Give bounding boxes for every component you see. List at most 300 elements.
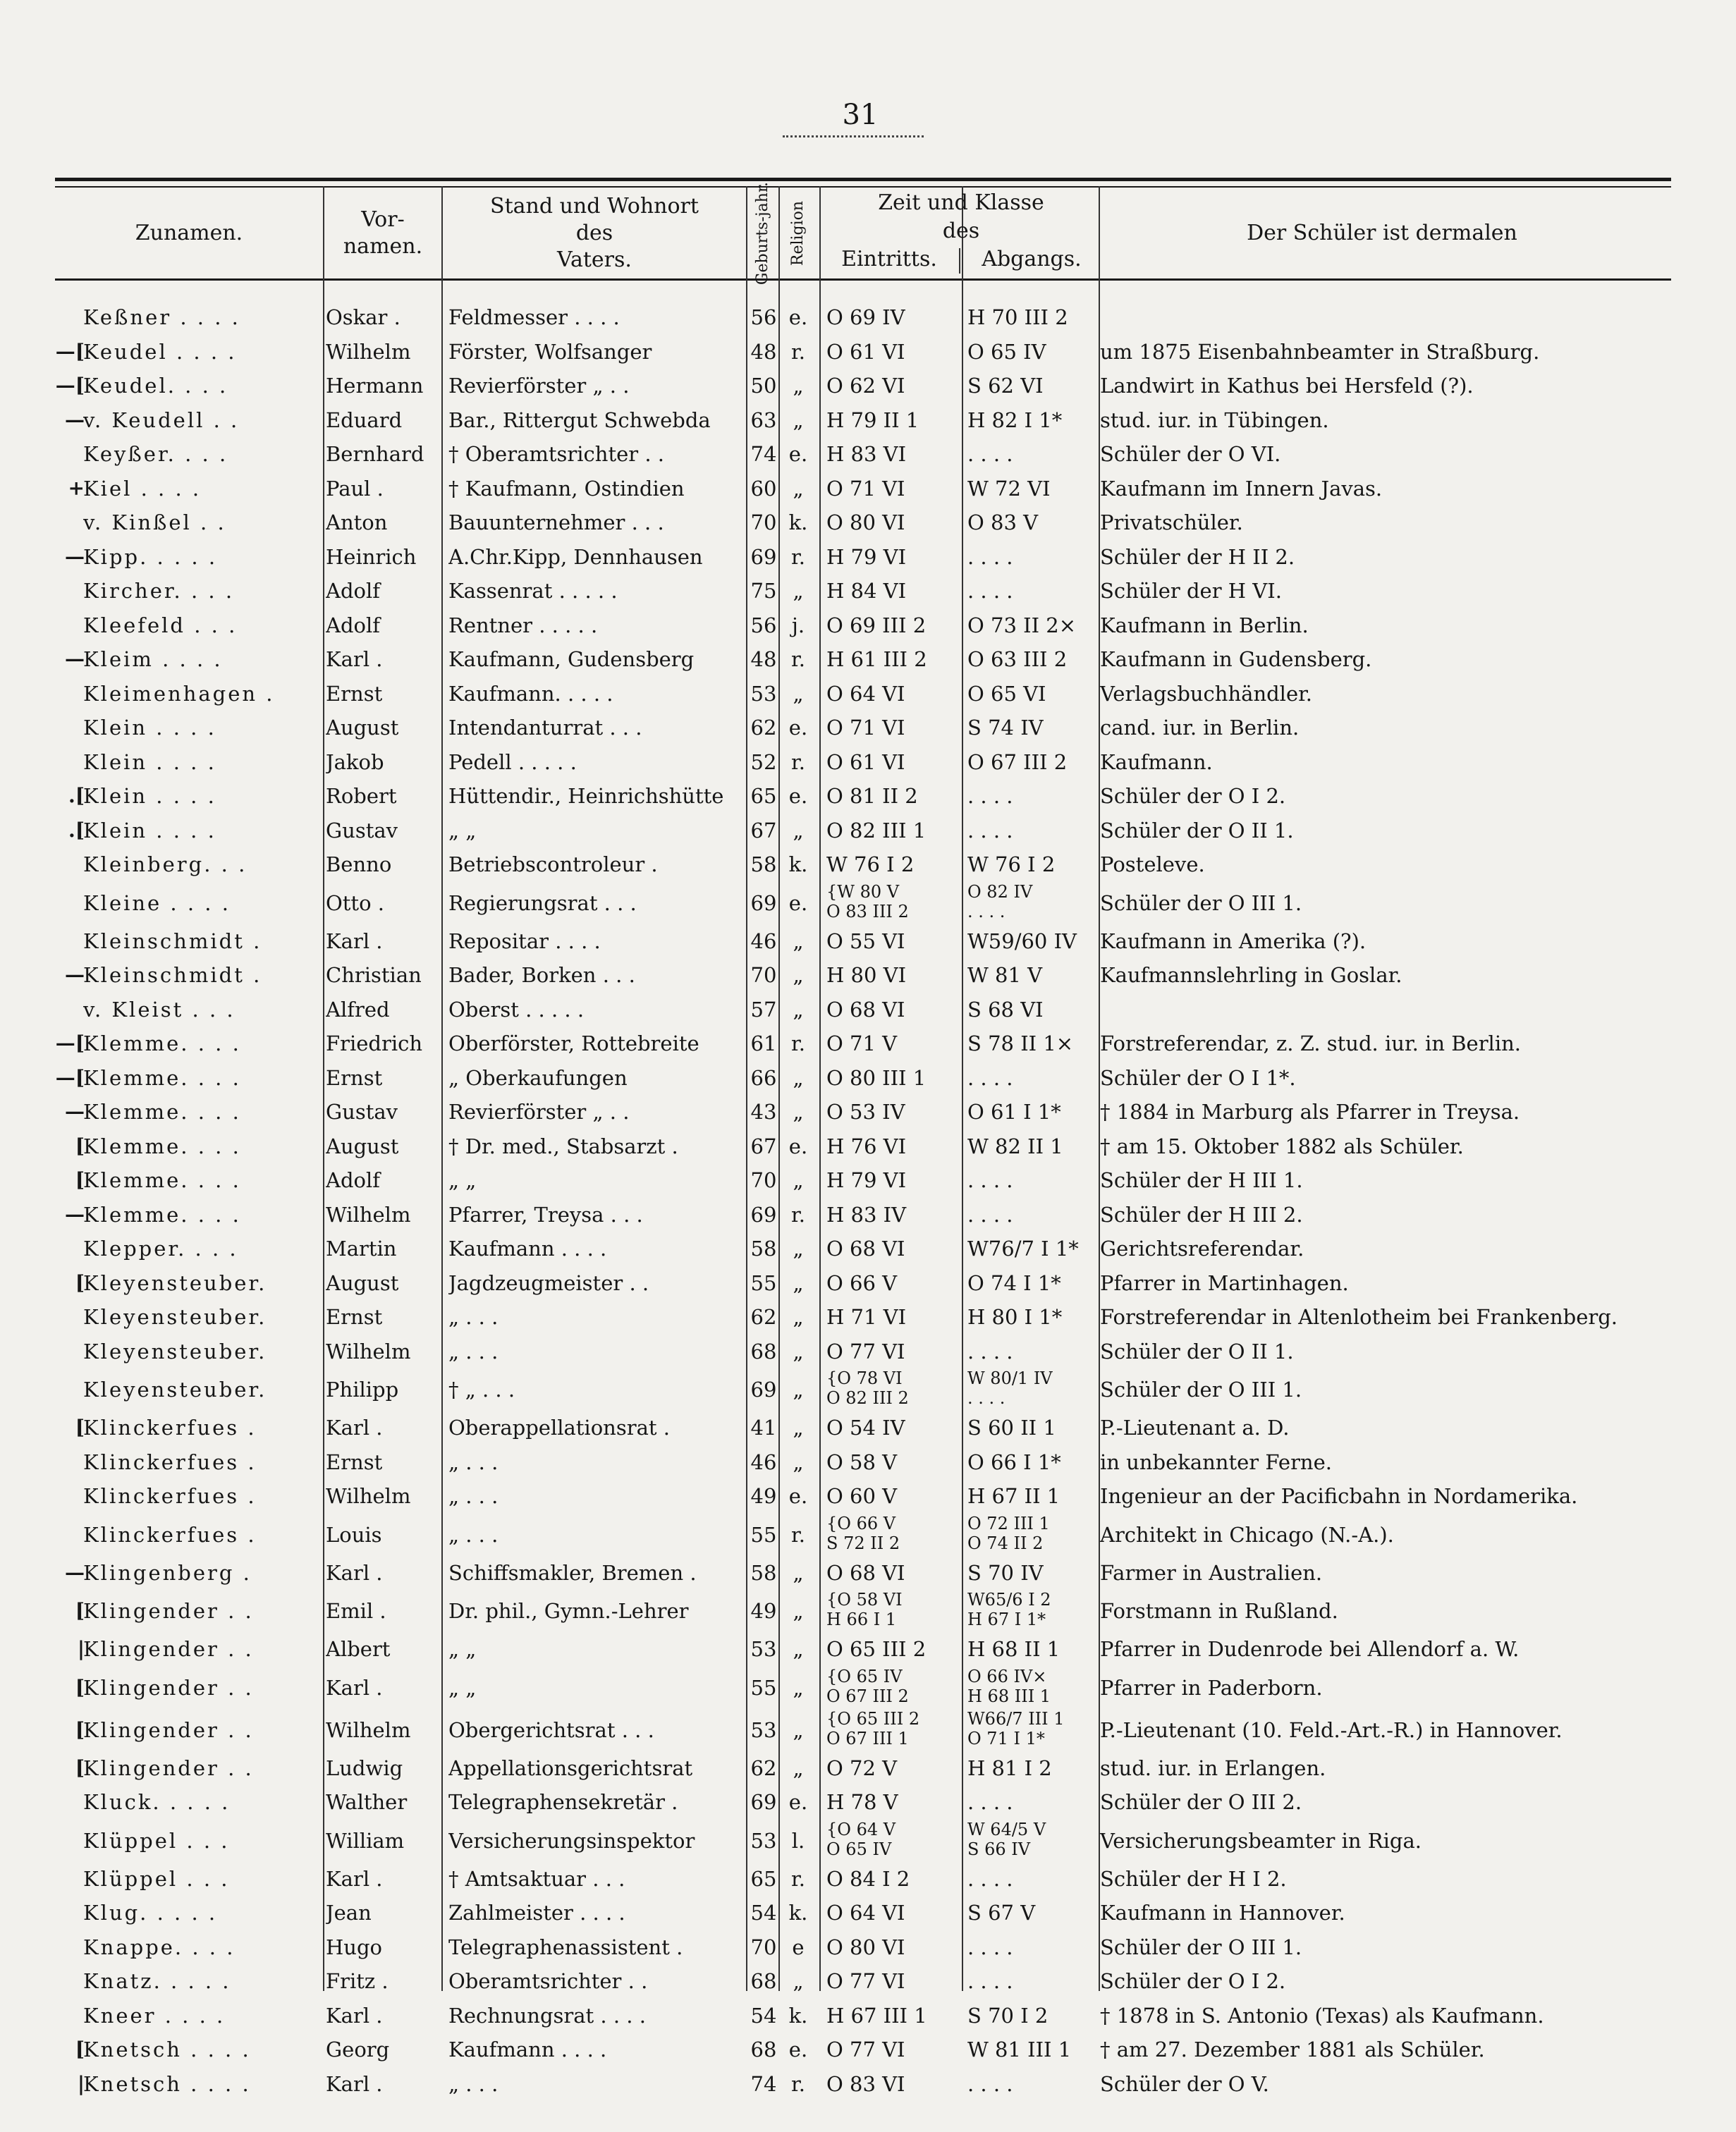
birthyear-cell: 60	[750, 476, 777, 501]
header-time	[822, 190, 1100, 276]
entry-cell: O 72 V	[826, 1756, 898, 1780]
current-status-cell: Farmer in Australien.	[1100, 1560, 1323, 1585]
header-father-line1: Stand und Wohnort	[490, 194, 699, 219]
current-status-cell: † 1878 in S. Antonio (Texas) als Kaufmann.	[1100, 2003, 1544, 2028]
surname-cell: Klein . . . .	[83, 716, 216, 740]
table-row	[0, 1751, 1736, 1786]
father-cell: „ „	[448, 1675, 477, 1700]
row-mark	[39, 300, 85, 335]
row-mark	[39, 1335, 85, 1369]
entry-cell	[826, 1820, 960, 1862]
father-cell: „ „	[448, 1168, 477, 1192]
father-cell: Rechnungsrat . . . .	[448, 2003, 646, 2028]
surname-cell: v. Keudell . .	[83, 408, 240, 432]
cell-line: H 67 I 1*	[967, 1610, 1046, 1629]
birthyear-cell: 74	[750, 442, 777, 466]
current-status-cell: Schüler der O III 2.	[1100, 1790, 1302, 1814]
current-status-cell: Schüler der O I 2.	[1100, 784, 1286, 808]
surname-cell: Kleine . . . .	[83, 890, 231, 915]
cell-line: W66/7 III 1	[967, 1708, 1065, 1729]
row-mark: [	[75, 1756, 85, 1779]
surname-cell: Kiel . . . .	[83, 476, 202, 501]
exit-cell: O 61 I 1*	[967, 1100, 1061, 1124]
surname-cell: Klinckerfues .	[83, 1484, 257, 1508]
entry-cell: O 53 IV	[826, 1100, 905, 1124]
current-status-cell: Kaufmann im Innern Javas.	[1100, 476, 1383, 501]
row-mark	[39, 1964, 85, 1999]
current-status-cell: Architekt in Chicago (N.-A.).	[1100, 1522, 1394, 1547]
exit-cell: O 66 I 1*	[967, 1450, 1061, 1474]
firstname-cell: August	[326, 1134, 399, 1158]
exit-cell: W 81 V	[967, 963, 1043, 987]
religion-cell: e.	[788, 2038, 808, 2061]
entry-cell: O 55 VI	[826, 929, 905, 953]
exit-cell: . . . .	[967, 1969, 1013, 1993]
father-cell: Obergerichtsrat . . .	[448, 1717, 654, 1742]
firstname-cell: Anton	[326, 510, 388, 534]
current-status-cell: Versicherungsbeamter in Riga.	[1100, 1828, 1422, 1853]
ornament-divider	[783, 135, 924, 146]
birthyear-cell: 69	[750, 1202, 777, 1227]
birthyear-cell: 69	[750, 1790, 777, 1814]
table-row	[0, 1095, 1736, 1129]
father-cell: „ . . .	[448, 1522, 499, 1547]
exit-cell: . . . .	[967, 579, 1013, 603]
entry-cell	[826, 1514, 960, 1556]
birthyear-cell: 67	[750, 1134, 777, 1158]
father-cell: † Dr. med., Stabsarzt .	[448, 1134, 678, 1158]
cell-line: H 66 I 1	[826, 1610, 897, 1629]
religion-cell: „	[793, 1305, 804, 1329]
religion-cell: „	[793, 1637, 804, 1661]
religion-cell: „	[793, 374, 804, 398]
row-mark	[39, 1232, 85, 1266]
row-mark: [	[75, 1416, 85, 1439]
current-status-cell: † am 15. Oktober 1882 als Schüler.	[1100, 1134, 1464, 1158]
religion-cell: r.	[791, 339, 805, 364]
entry-cell: O 80 III 1	[826, 1065, 927, 1090]
firstname-cell: Jean	[326, 1901, 372, 1925]
birthyear-cell: 54	[750, 1901, 777, 1925]
religion-cell: e.	[788, 305, 808, 329]
current-status-cell: in unbekannter Ferne.	[1100, 1450, 1332, 1474]
current-status-cell: Kaufmann.	[1100, 749, 1213, 774]
row-mark: [	[75, 1717, 85, 1741]
birthyear-cell: 49	[750, 1599, 777, 1623]
table-row	[0, 745, 1736, 780]
table-row	[0, 847, 1736, 882]
father-cell: „ . . .	[448, 2071, 499, 2096]
religion-cell: j.	[791, 613, 805, 637]
firstname-cell: Eduard	[326, 408, 403, 432]
header-father-line2: des	[575, 221, 613, 245]
birthyear-cell: 57	[750, 997, 777, 1022]
religion-cell: „	[793, 1416, 804, 1440]
cell-line: O 82 III 2	[826, 1388, 909, 1408]
table-row	[0, 993, 1736, 1027]
table-row	[0, 506, 1736, 540]
row-mark	[39, 574, 85, 608]
cell-line: O 82 IV	[967, 881, 1033, 902]
father-cell: † „ . . .	[448, 1378, 515, 1402]
current-status-cell: Forstreferendar in Altenlotheim bei Frankenberg.	[1100, 1305, 1618, 1329]
surname-cell: Kleyensteuber.	[83, 1305, 267, 1329]
father-cell: Bader, Borken . . .	[448, 963, 635, 987]
firstname-cell: Paul .	[326, 476, 384, 501]
firstname-cell: Karl .	[326, 1416, 383, 1440]
entry-cell: H 79 VI	[826, 1168, 907, 1192]
religion-cell: „	[793, 1270, 804, 1295]
exit-cell: . . . .	[967, 442, 1013, 466]
table-row	[0, 1445, 1736, 1480]
current-status-cell: Gerichtsreferendar.	[1100, 1237, 1304, 1261]
row-mark: —[	[55, 339, 85, 363]
exit-cell	[967, 882, 1100, 924]
firstname-cell: Alfred	[326, 997, 390, 1022]
religion-cell: „	[793, 929, 804, 953]
exit-cell: O 63 III 2	[967, 647, 1068, 671]
table-row	[0, 1479, 1736, 1514]
exit-cell: S 74 IV	[967, 716, 1044, 740]
birthyear-cell: 68	[750, 1339, 777, 1364]
surname-cell: Klepper. . . .	[83, 1237, 238, 1261]
birthyear-cell: 52	[750, 749, 777, 774]
table-row	[0, 779, 1736, 814]
exit-cell: H 80 I 1*	[967, 1305, 1063, 1329]
exit-cell: . . . .	[967, 1065, 1013, 1090]
exit-cell: S 70 IV	[967, 1560, 1044, 1585]
birthyear-cell: 53	[750, 681, 777, 706]
entry-cell: H 83 VI	[826, 442, 907, 466]
surname-cell: Klingender . .	[83, 1756, 254, 1780]
firstname-cell: Ludwig	[326, 1756, 403, 1780]
surname-cell: Kleinschmidt .	[83, 963, 262, 987]
firstname-cell: Fritz .	[326, 1969, 389, 1993]
row-mark: [	[75, 1599, 85, 1622]
surname-cell: Klüppel . . .	[83, 1828, 230, 1853]
surname-cell: Klemme. . . .	[83, 1134, 241, 1158]
entry-cell	[826, 1368, 960, 1411]
row-mark: +	[68, 476, 85, 500]
firstname-cell: Karl .	[326, 929, 383, 953]
entry-cell	[826, 1590, 960, 1632]
father-cell: Regierungsrat . . .	[448, 890, 637, 915]
father-cell: Pfarrer, Treysa . . .	[448, 1202, 643, 1227]
row-mark: —	[65, 544, 85, 568]
birthyear-cell: 67	[750, 818, 777, 843]
row-mark	[39, 608, 85, 643]
entry-cell: O 61 VI	[826, 339, 905, 364]
entry-cell: O 66 V	[826, 1270, 898, 1295]
table-row	[0, 472, 1736, 506]
religion-cell: k.	[788, 1901, 808, 1925]
religion-cell: „	[793, 1378, 804, 1402]
religion-cell: e.	[788, 1134, 808, 1158]
current-status-cell: Schüler der O II 1.	[1100, 818, 1294, 843]
firstname-cell: Martin	[326, 1237, 397, 1261]
table-row	[0, 2067, 1736, 2102]
birthyear-cell: 55	[750, 1270, 777, 1295]
father-cell: Pedell . . . . .	[448, 749, 577, 774]
surname-cell: Knetsch . . . .	[83, 2038, 251, 2061]
entry-cell: H 78 V	[826, 1790, 898, 1814]
entry-cell: H 79 VI	[826, 544, 907, 569]
entry-cell: O 83 VI	[826, 2071, 905, 2096]
birthyear-cell: 65	[750, 1866, 777, 1891]
current-status-cell: Landwirt in Kathus bei Hersfeld (?).	[1100, 374, 1474, 398]
firstname-cell: Ernst	[326, 1450, 383, 1474]
entry-cell: H 61 III 2	[826, 647, 927, 671]
father-cell: „ . . .	[448, 1484, 499, 1508]
current-status-cell: Kaufmannslehrling in Goslar.	[1100, 963, 1402, 987]
table-row	[0, 1300, 1736, 1335]
father-cell: Bar., Rittergut Schwebda	[448, 408, 711, 432]
firstname-cell: Emil .	[326, 1599, 386, 1623]
exit-cell: W 82 II 1	[967, 1134, 1063, 1158]
entry-cell: W 76 I 2	[826, 852, 915, 876]
birthyear-cell: 70	[750, 510, 777, 534]
surname-cell: Klug. . . . .	[83, 1901, 218, 1925]
table-row	[0, 1667, 1736, 1709]
surname-cell: Keudel . . . .	[83, 339, 237, 364]
row-mark	[39, 1445, 85, 1480]
birthyear-cell: 65	[750, 784, 777, 808]
religion-cell: e.	[788, 1484, 808, 1508]
firstname-cell: Wilhelm	[326, 1717, 411, 1742]
birthyear-cell: 62	[750, 1756, 777, 1780]
father-cell: Kaufmann. . . . .	[448, 681, 613, 706]
surname-cell: Klinckerfues .	[83, 1450, 257, 1474]
surname-cell: Kleinberg. . .	[83, 852, 247, 876]
firstname-cell: Georg	[326, 2038, 390, 2061]
firstname-cell: Friedrich	[326, 1031, 423, 1055]
entry-cell: O 60 V	[826, 1484, 898, 1508]
current-status-cell: Schüler der H VI.	[1100, 579, 1282, 603]
table-row	[0, 1862, 1736, 1897]
surname-cell: Kneer . . . .	[83, 2003, 226, 2028]
row-mark: [	[75, 2038, 85, 2061]
current-status-cell: Verlagsbuchhändler.	[1100, 681, 1313, 706]
religion-cell: e.	[788, 442, 808, 466]
entry-cell: O 68 VI	[826, 997, 905, 1022]
cell-line: {O 65 III 2	[826, 1708, 920, 1729]
entry-cell: O 77 VI	[826, 1969, 905, 1993]
father-cell: „ . . .	[448, 1339, 499, 1364]
birthyear-cell: 62	[750, 716, 777, 740]
header-religion: Religion	[789, 200, 807, 266]
row-mark	[39, 677, 85, 711]
birthyear-cell: 70	[750, 1168, 777, 1192]
row-mark	[39, 437, 85, 472]
table-body	[0, 300, 1736, 2101]
exit-cell: . . . .	[967, 1935, 1013, 1959]
table-row	[0, 958, 1736, 993]
religion-cell: „	[793, 1450, 804, 1474]
exit-cell: H 70 III 2	[967, 305, 1068, 329]
surname-cell: Keßner . . . .	[83, 305, 240, 329]
cell-line: O 71 I 1*	[967, 1728, 1045, 1748]
surname-cell: v. Kinßel . .	[83, 510, 226, 534]
father-cell: Kaufmann . . . .	[448, 1237, 607, 1261]
father-cell: Oberamtsrichter . .	[448, 1969, 648, 1993]
exit-cell: . . . .	[967, 818, 1013, 843]
surname-cell: Klemme. . . .	[83, 1202, 241, 1227]
surname-cell: Klingender . .	[83, 1637, 254, 1661]
current-status-cell: Kaufmann in Amerika (?).	[1100, 929, 1367, 953]
religion-cell: r.	[791, 1202, 805, 1227]
surname-cell: Kleyensteuber.	[83, 1270, 267, 1295]
header-time-line1: Zeit und Klasse	[878, 190, 1044, 215]
firstname-cell: Wilhelm	[326, 1339, 411, 1364]
current-status-cell: Schüler der O I 1*.	[1100, 1065, 1296, 1090]
religion-cell: r.	[791, 1031, 805, 1055]
firstname-cell: Gustav	[326, 1100, 398, 1124]
father-cell: Kassenrat . . . . .	[448, 579, 618, 603]
entry-cell: O 80 VI	[826, 510, 905, 534]
father-cell: Zahlmeister . . . .	[448, 1901, 625, 1925]
row-mark: |	[77, 1637, 85, 1660]
current-status-cell: Schüler der O III 1.	[1100, 1378, 1302, 1402]
surname-cell: Kleimenhagen .	[83, 681, 275, 706]
exit-cell: W 76 I 2	[967, 852, 1056, 876]
exit-cell: H 82 I 1*	[967, 408, 1063, 432]
surname-cell: Keyßer. . . .	[83, 442, 228, 466]
cell-line: S 66 IV	[967, 1839, 1031, 1859]
exit-cell: H 81 I 2	[967, 1756, 1052, 1780]
header-surname: Zunamen.	[135, 221, 243, 245]
cell-line: O 67 III 1	[826, 1728, 909, 1748]
birthyear-cell: 50	[750, 374, 777, 398]
father-cell: Oberförster, Rottebreite	[448, 1031, 699, 1055]
exit-cell: . . . .	[967, 784, 1013, 808]
current-status-cell: Schüler der H III 1.	[1100, 1168, 1303, 1192]
firstname-cell: Adolf	[326, 579, 380, 603]
header-current-status: Der Schüler ist dermalen	[1247, 221, 1517, 245]
entry-cell: O 61 VI	[826, 749, 905, 774]
cell-line: O 74 II 2	[967, 1533, 1044, 1553]
table-row	[0, 1964, 1736, 1999]
birthyear-cell: 69	[750, 544, 777, 569]
birthyear-cell: 61	[750, 1031, 777, 1055]
current-status-cell: Schüler der H I 2.	[1100, 1866, 1287, 1891]
surname-cell: Kleim . . . .	[83, 647, 223, 671]
cell-line: O 66 IV×	[967, 1666, 1047, 1686]
row-mark	[39, 1999, 85, 2033]
exit-cell: . . . .	[967, 1866, 1013, 1891]
religion-cell: l.	[791, 1828, 805, 1853]
religion-cell: r.	[791, 1522, 805, 1547]
row-mark	[39, 1368, 85, 1411]
exit-cell: . . . .	[967, 544, 1013, 569]
firstname-cell: Wilhelm	[326, 339, 411, 364]
entry-cell: O 71 VI	[826, 716, 905, 740]
birthyear-cell: 49	[750, 1484, 777, 1508]
father-cell: „ . . .	[448, 1305, 499, 1329]
exit-cell: W 72 VI	[967, 476, 1051, 501]
current-status-cell: cand. iur. in Berlin.	[1100, 716, 1300, 740]
row-mark	[39, 847, 85, 882]
cell-line: {O 78 VI	[826, 1368, 903, 1388]
entry-cell: O 82 III 1	[826, 818, 927, 843]
table-row	[0, 1266, 1736, 1301]
current-status-cell: P.-Lieutenant (10. Feld.-Art.-R.) in Hannover.	[1100, 1717, 1563, 1742]
firstname-cell: Albert	[326, 1637, 391, 1661]
firstname-cell: Adolf	[326, 1168, 380, 1192]
father-cell: Appellationsgerichtsrat	[448, 1756, 693, 1780]
religion-cell: „	[793, 963, 804, 987]
religion-cell: k.	[788, 510, 808, 534]
firstname-cell: Hugo	[326, 1935, 382, 1959]
table-row	[0, 924, 1736, 959]
birthyear-cell: 58	[750, 852, 777, 876]
current-status-cell: Forstmann in Rußland.	[1100, 1599, 1338, 1623]
entry-cell: O 68 VI	[826, 1237, 905, 1261]
entry-cell: H 71 VI	[826, 1305, 907, 1329]
surname-cell: Klein . . . .	[83, 784, 216, 808]
row-mark: —	[65, 1202, 85, 1226]
table-top-rule	[55, 178, 1671, 181]
header-firstname-line2: namen.	[343, 234, 423, 259]
cell-line: W65/6 I 2	[967, 1590, 1051, 1610]
exit-cell: . . . .	[967, 1790, 1013, 1814]
father-cell: † Oberamtsrichter . .	[448, 442, 665, 466]
firstname-cell: Wilhelm	[326, 1484, 411, 1508]
surname-cell: Kluck. . . . .	[83, 1790, 231, 1814]
father-cell: „ . . .	[448, 1450, 499, 1474]
table-row	[0, 2033, 1736, 2067]
birthyear-cell: 75	[750, 579, 777, 603]
surname-cell: Klemme. . . .	[83, 1031, 241, 1055]
father-cell: Bauunternehmer . . .	[448, 510, 664, 534]
religion-cell: „	[793, 818, 804, 843]
current-status-cell: Schüler der H III 2.	[1100, 1202, 1303, 1227]
exit-cell: H 67 II 1	[967, 1484, 1060, 1508]
row-mark: —	[65, 1100, 85, 1123]
religion-cell: „	[793, 1237, 804, 1261]
table-row	[0, 608, 1736, 643]
header-time-line2: des	[942, 219, 980, 243]
header-entry: Eintritts.	[841, 247, 937, 271]
table-row	[0, 437, 1736, 472]
religion-cell: „	[793, 1756, 804, 1780]
father-cell: Dr. phil., Gymn.-Lehrer	[448, 1599, 689, 1623]
father-cell: Versicherungsinspektor	[448, 1828, 695, 1853]
current-status-cell: Forstreferendar, z. Z. stud. iur. in Berlin.	[1100, 1031, 1522, 1055]
entry-cell: O 77 VI	[826, 1339, 905, 1364]
entry-cell: O 80 VI	[826, 1935, 905, 1959]
current-status-cell: † 1884 in Marburg als Pfarrer in Treysa.	[1100, 1100, 1520, 1124]
row-mark	[39, 1930, 85, 1965]
firstname-cell: Karl .	[326, 2071, 383, 2096]
birthyear-cell: 46	[750, 929, 777, 953]
religion-cell: „	[793, 1969, 804, 1993]
surname-cell: Klein . . . .	[83, 749, 216, 774]
birthyear-cell: 58	[750, 1237, 777, 1261]
father-cell: Betriebscontroleur .	[448, 852, 658, 876]
entry-cell: O 65 III 2	[826, 1637, 927, 1661]
cell-line: O 67 III 2	[826, 1686, 909, 1706]
entry-cell: H 84 VI	[826, 579, 907, 603]
religion-cell: „	[793, 1675, 804, 1700]
table-row	[0, 642, 1736, 677]
current-status-cell	[1100, 300, 1664, 335]
surname-cell: Keudel. . . .	[83, 374, 228, 398]
religion-cell: r.	[791, 749, 805, 774]
birthyear-cell: 43	[750, 1100, 777, 1124]
row-mark: [	[75, 1270, 85, 1294]
firstname-cell: Ernst	[326, 1305, 383, 1329]
father-cell: Telegraphenassistent .	[448, 1935, 683, 1959]
